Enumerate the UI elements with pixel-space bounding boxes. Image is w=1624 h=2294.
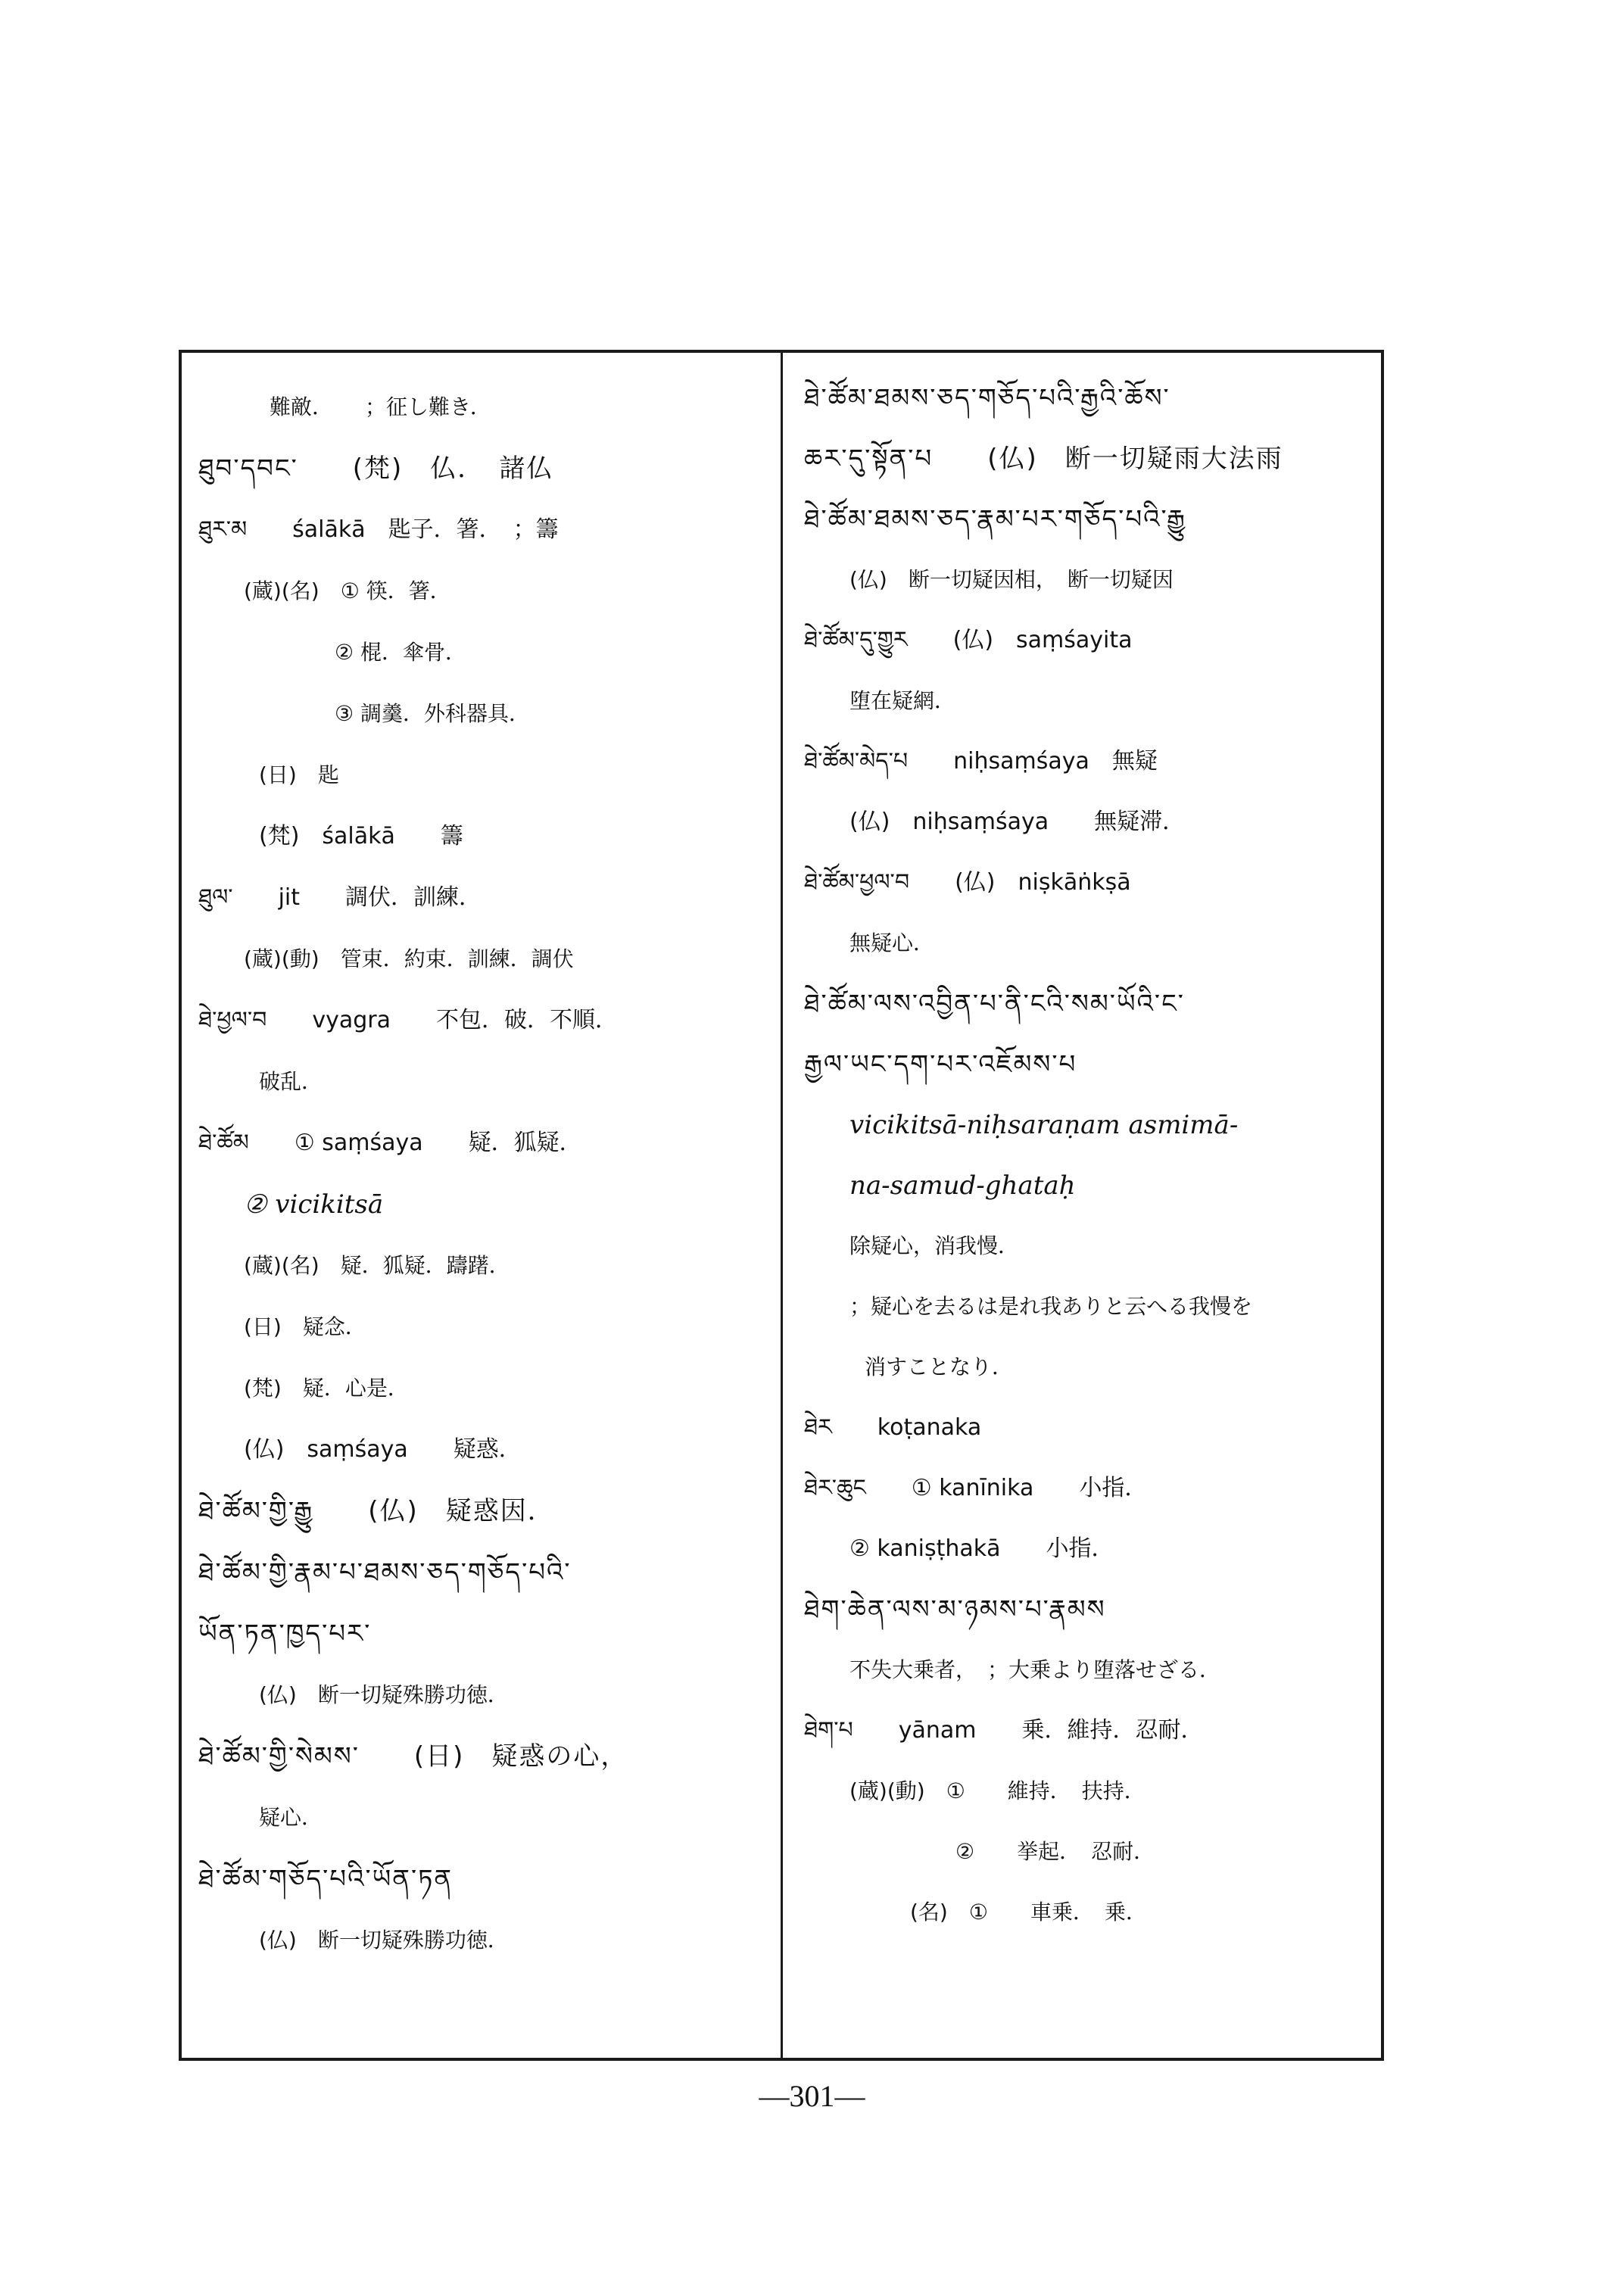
entry-line: (名) ① 車乗． 乗． [910,1900,1147,1925]
entry-line: (日) 疑念． [244,1314,366,1339]
entry-line: ② 棍．傘骨． [335,640,467,665]
entry-line: ཐེར koṭanaka [804,1414,982,1441]
entry-line: (仏) 断一切疑因相， 断一切疑因 [849,567,1174,592]
entry-line: ཐེ་ཚོམ་གྱི་རྒྱུ (仏) 疑惑因． [198,1496,555,1526]
entry-line: ② vicikitsā [244,1189,384,1220]
entry-line: ཐེ་ཚོམ་ཕྱལ་བ (仏) niṣkāṅkṣā [804,869,1131,896]
entry-line: ཡོན་ཏན་ཁྱད་པར་ [198,1619,372,1649]
entry-line: ཐེ་ཚོམ་ལས་འབྱིན་པ་ནི་ངའི་སམ་ཡོའི་ང་ [804,989,1185,1019]
column-divider [781,350,783,2061]
entry-line: རྒྱལ་ཡང་དག་པར་འཇོམས་པ [804,1049,1077,1080]
entry-line: (仏) 断一切疑殊勝功徳． [259,1928,509,1953]
entry-line: ཐེ་ཚོམ ① saṃśaya 疑．狐疑． [198,1130,582,1156]
entry-line: ཐེ་ཚོམ་ཐམས་ཅད་རྣམ་པར་གཅོད་པའི་རྒྱུ [804,504,1186,535]
entry-line: ཐེ་ཚོམ་གྱི་སེམས་ (日) 疑惑の心， [198,1741,628,1772]
entry-line: ཐུར་མ śalākā 匙子．箸． ；籌 [198,516,559,543]
entry-line: ཐེ་ཕྱལ་བ vyagra 不包．破．不順． [198,1007,619,1033]
entry-line: (蔵)(動) ① 維持． 扶持． [849,1778,1146,1803]
entry-line: (梵) 疑．心是． [244,1376,409,1401]
entry-line: (蔵)(名) ① 筷．箸． [244,578,451,603]
entry-line: ③ 調羹．外科器具． [335,701,531,726]
entry-line: (蔵)(動) 管束．約束．訓練．調伏 [244,946,574,971]
entry-line: 除疑心，消我慢． [849,1233,1020,1258]
entry-line: ཐུབ་དབང་ (梵) 仏． 諸仏 [198,454,554,484]
entry-line: 疑心． [259,1805,323,1830]
entry-line: ཐེ་ཚོམ་ཐམས་ཅད་གཅོད་པའི་རྒྱའི་ཆོས་ [804,383,1170,413]
entry-line: na-samud-ghataḥ [849,1170,1076,1201]
entry-line: 難敵． ；征し難き． [270,394,491,419]
entry-line: ཆར་དུ་སྟོན་པ (仏) 断一切疑雨大法雨 [804,444,1283,474]
entry-line: ཐེར་ཆུང ① kanīnika 小指． [804,1475,1148,1501]
entry-line: 消すことなり． [865,1354,1014,1379]
entry-line: ཐེ་ཚོམ་མེད་པ niḥsaṃśaya 無疑 [804,748,1158,775]
entry-line: ཐེ་ཚོམ་གྱི་རྣམ་པ་ཐམས་ཅད་གཅོད་པའི་ [198,1557,572,1588]
entry-line: ཐེག་ཆེན་ལས་མ་ཉམས་པ་རྣམས [804,1594,1106,1625]
entry-line: 不失大乗者， ；大乗より堕落せざる． [849,1657,1221,1682]
entry-line: (梵) śalākā 籌 [259,823,463,849]
entry-line: ཐུལ་ jit 調伏．訓練． [198,884,482,911]
entry-line: 堕在疑網． [849,688,956,713]
page-number: —301— [759,2079,865,2113]
entry-line: ཐེག་པ yānam 乗．維持．忍耐． [804,1717,1204,1744]
entry-line: ཐེ་ཚོམ་དུ་གྱུར (仏) saṃśayita [804,627,1133,653]
right-column [804,356,1379,2052]
entry-line: 破乱． [259,1069,323,1094]
entry-line: 無疑心． [849,930,935,955]
entry-line: (仏) niḥsaṃśaya 無疑滞． [849,809,1186,835]
entry-line: (仏) saṃśaya 疑惑． [244,1436,522,1463]
entry-line: (仏) 断一切疑殊勝功徳． [259,1682,509,1707]
left-column [198,356,774,2052]
entry-line: ；疑心を去るは是れ我ありと云へる我慢を [849,1294,1253,1319]
entry-line: (蔵)(名) 疑．狐疑．躊躇． [244,1253,510,1278]
entry-line: (日) 匙 [259,762,339,787]
entry-line: vicikitsā-niḥsaraṇam asmimā- [849,1110,1239,1140]
entry-line: ② kaniṣṭhakā 小指． [849,1535,1114,1562]
entry-line: ② 挙起． 忍耐． [955,1839,1155,1864]
entry-line: ཐེ་ཚོམ་གཅོད་པའི་ཡོན་ཏན [198,1864,454,1894]
